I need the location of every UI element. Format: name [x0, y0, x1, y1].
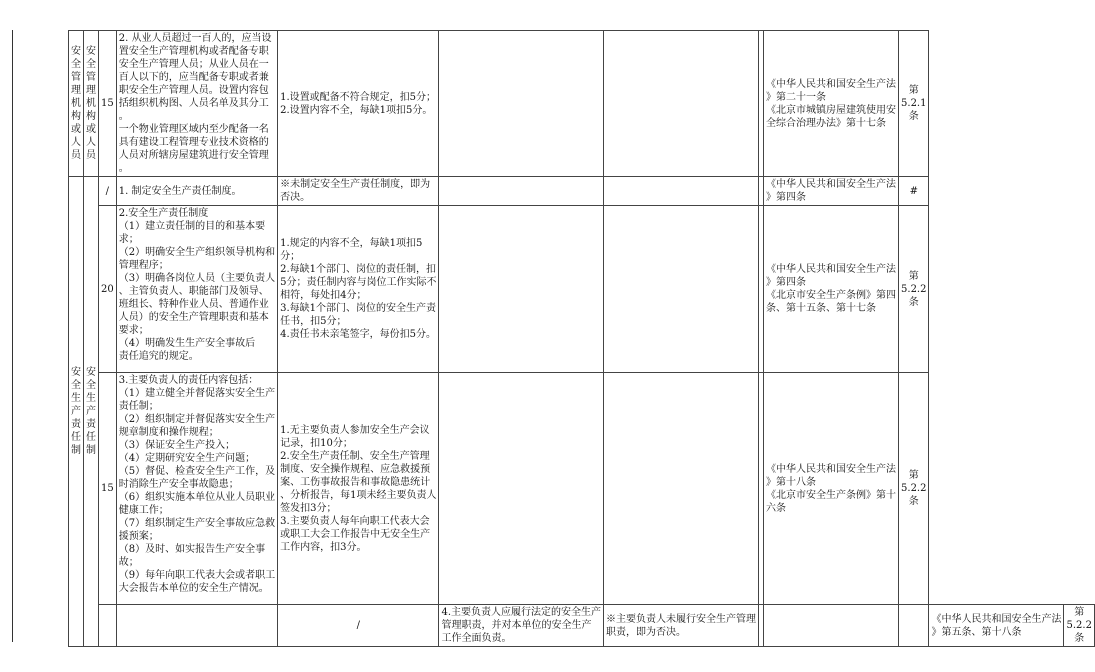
- text-line: 人员对所辖房屋建筑进行安全管理: [118, 150, 269, 161]
- text-line: 1.无主要负责人参加安全生产会议: [280, 424, 430, 436]
- text-line: 3.每缺1个部门、岗位的安全生产责: [280, 303, 437, 314]
- text-line: 2.安全生产责任制、安全生产管理: [280, 450, 430, 462]
- text-line: 工作内容，扣3分。: [280, 541, 367, 553]
- text-line: 《北京市安全生产条例》第四: [766, 290, 897, 301]
- text-line: （1）建立责任制的目的和基本要: [118, 221, 266, 232]
- text-line: 1.规定的内容不全，每缺1项扣5: [280, 238, 423, 249]
- text-line: （7）组织制定生产安全事故应急救: [118, 518, 276, 529]
- category-cell: 安全生产责任制: [69, 177, 84, 647]
- text-line: 4.责任书未亲笔签字，每份扣5分。: [280, 329, 437, 340]
- empty-cell: [899, 605, 929, 647]
- content-cell: [116, 206, 277, 373]
- empty-cell: [604, 31, 759, 177]
- table-row: [69, 206, 1095, 373]
- text-line: 工作全面负责。: [441, 633, 512, 644]
- text-line: 具有建设工程管理专业技术资格的: [118, 137, 269, 148]
- text-line: 分；: [280, 251, 301, 262]
- text-line: 《中华人民共和国安全生产法: [766, 78, 897, 90]
- deduction-cell: [604, 605, 759, 647]
- category-cell: [99, 605, 117, 647]
- deduction-cell: [278, 206, 439, 373]
- text-line: 或职工大会工作报告中无安全生产: [280, 528, 431, 540]
- text-line: 4.主要负责人应履行法定的安全生产: [441, 607, 602, 618]
- content-cell: [116, 31, 277, 177]
- text-line: 》第五条、第十八条: [931, 626, 1022, 638]
- text-line: 》第十八条: [766, 476, 817, 488]
- table-row: [69, 31, 1095, 177]
- text-line: 2.安全生产责任制度: [118, 208, 209, 219]
- text-line: 1.设置或配备不符合规定，扣5分；: [280, 91, 437, 103]
- text-line: 3.主要负责人每年向职工代表大会: [280, 515, 430, 527]
- text-line: 、主管负责人、职能部门及领导、: [118, 286, 269, 297]
- text-line: 一个物业管理区域内至少配备一名: [118, 124, 269, 135]
- text-line: 时消除生产安全事故隐患；: [118, 479, 239, 490]
- score-cell: 15: [99, 31, 117, 177]
- text-line: 括组织机构图、人员名单及其分工: [118, 98, 269, 109]
- text-line: 健康工作；: [118, 505, 169, 516]
- score-cell: /: [99, 177, 117, 206]
- text-line: 班组长、特种作业人员、普通作业: [118, 299, 269, 310]
- text-line: ※未制定安全生产责任制度，即为: [280, 179, 431, 190]
- text-line: ※主要负责人未履行安全生产管理: [606, 613, 757, 625]
- text-line: 任书，扣5分；: [280, 316, 347, 327]
- text-line: 。: [118, 163, 129, 174]
- content-cell: [116, 177, 277, 206]
- text-line: （4）明确发生生产安全事故后: [118, 338, 256, 349]
- text-line: 制度、安全操作规程、应急救援预: [280, 463, 431, 475]
- content-cell: [439, 605, 604, 647]
- text-line: 全综合治理办法》第十七条: [766, 117, 887, 129]
- evaluation-table: [68, 30, 1095, 647]
- text-line: 》第四条: [766, 277, 807, 288]
- text-line: 援预案；: [118, 531, 159, 542]
- empty-cell: [439, 206, 604, 373]
- text-line: 《中华人民共和国安全生产法: [766, 179, 897, 190]
- text-line: （1）建立健全并督促落实安全生产: [118, 388, 276, 399]
- basis-cell: [764, 373, 899, 605]
- empty-cell: [604, 206, 759, 373]
- text-line: 》第四条: [766, 192, 807, 203]
- text-line: 职责，即为否决。: [606, 626, 687, 638]
- score-cell: 20: [99, 206, 117, 373]
- text-line: 置安全生产管理机构或者配备专职: [118, 46, 269, 57]
- table-row: [69, 373, 1095, 605]
- text-line: 《北京市城镇房屋建筑使用安: [766, 104, 897, 116]
- score-cell: 15: [99, 373, 117, 605]
- empty-cell: [439, 177, 604, 206]
- text-line: 相符，每处扣4分；: [280, 290, 367, 301]
- empty-cell: [439, 373, 604, 605]
- text-line: 否决。: [280, 192, 311, 203]
- content-cell: [116, 373, 277, 605]
- text-line: 百人以下的，应当配备专职或者兼: [118, 72, 269, 83]
- text-line: 《中华人民共和国安全生产法: [931, 613, 1062, 625]
- text-line: 2.每缺1个部门、岗位的责任制，扣: [280, 264, 437, 275]
- table-row: [69, 177, 1095, 206]
- text-line: 人员）的安全生产管理职责和基本: [118, 312, 269, 323]
- text-line: （4）定期研究安全生产问题；: [118, 453, 256, 464]
- clause-cell: 第5.2.2条: [899, 373, 929, 605]
- text-line: 案、工伤事故报告和事故隐患统计: [280, 476, 431, 488]
- text-line: （5）督促、检查安全生产工作，及: [118, 466, 276, 477]
- text-line: 大会报告本单位的安全生产情况。: [118, 583, 269, 594]
- text-line: （3）明确各岗位人员（主要负责人: [118, 273, 276, 284]
- text-line: （6）组织实施本单位从业人员职业: [118, 492, 276, 503]
- deduction-cell: [278, 31, 439, 177]
- score-cell: /: [278, 605, 439, 647]
- basis-cell: [764, 177, 899, 206]
- text-line: 《北京市安全生产条例》第十: [766, 489, 897, 501]
- text-line: 职安全生产管理人员。设置内容包: [118, 85, 269, 96]
- clause-cell: 第5.2.2条: [1064, 605, 1094, 647]
- text-line: （3）保证安全生产投入；: [118, 440, 236, 451]
- text-line: （2）明确安全生产组织领导机构和: [118, 247, 276, 258]
- empty-cell: [439, 31, 604, 177]
- text-line: 》第二十一条: [766, 91, 827, 103]
- text-line: 管理职责，并对本单位的安全生产: [441, 620, 592, 631]
- empty-cell: [764, 605, 899, 647]
- text-line: （9）每年向职工代表大会或者职工: [118, 570, 276, 581]
- text-line: 5分；责任制内容与岗位工作实际不: [280, 277, 437, 288]
- text-line: 安全生产管理人员；从业人员在一: [118, 59, 269, 70]
- basis-cell: [929, 605, 1064, 647]
- text-line: 求；: [118, 234, 139, 245]
- text-line: 条、第十五条、第十七条: [766, 303, 877, 314]
- text-line: 六条: [766, 502, 787, 514]
- text-line: 责任追究的规定。: [118, 351, 199, 362]
- subcategory-cell: 安全管理机构或人员: [84, 31, 99, 177]
- clause-cell: 第5.2.2条: [899, 206, 929, 373]
- text-line: 2. 从业人员超过一百人的，应当设: [118, 33, 272, 44]
- text-line: 记录，扣10分；: [280, 437, 353, 449]
- text-line: 3.主要负责人的责任内容包括：: [118, 375, 259, 386]
- empty-cell: [604, 177, 759, 206]
- subcategory-cell: [116, 605, 277, 647]
- basis-cell: [764, 206, 899, 373]
- text-line: 规章制度和操作规程；: [118, 427, 219, 438]
- text-line: 《中华人民共和国安全生产法: [766, 264, 897, 275]
- basis-cell: [764, 31, 899, 177]
- text-line: 要求；: [118, 325, 149, 336]
- text-line: 责任制；: [118, 401, 159, 412]
- category-cell: 安全管理机构或人员: [69, 31, 84, 177]
- text-line: 、分析报告，每1项未经主要负责人: [280, 489, 437, 501]
- deduction-cell: [278, 373, 439, 605]
- text-line: 。: [118, 111, 129, 122]
- text-line: 签发扣3分；: [280, 502, 337, 514]
- table-row: [69, 605, 1095, 647]
- text-line: 2.设置内容不全，每缺1项扣5分。: [280, 104, 433, 116]
- deduction-cell: [278, 177, 439, 206]
- left-border-line: [12, 30, 13, 642]
- text-line: 1. 制定安全生产责任制度。: [118, 185, 242, 197]
- text-line: （8）及时、如实报告生产安全事: [118, 544, 266, 555]
- clause-cell: #: [899, 177, 929, 206]
- text-line: 《中华人民共和国安全生产法: [766, 463, 897, 475]
- text-line: 故；: [118, 557, 139, 568]
- text-line: （2）组织制定并督促落实安全生产: [118, 414, 276, 425]
- text-line: 管理程序；: [118, 260, 169, 271]
- empty-cell: [604, 373, 759, 605]
- subcategory-cell: 安全生产责任制: [84, 177, 99, 647]
- clause-cell: 第5.2.1条: [899, 31, 929, 177]
